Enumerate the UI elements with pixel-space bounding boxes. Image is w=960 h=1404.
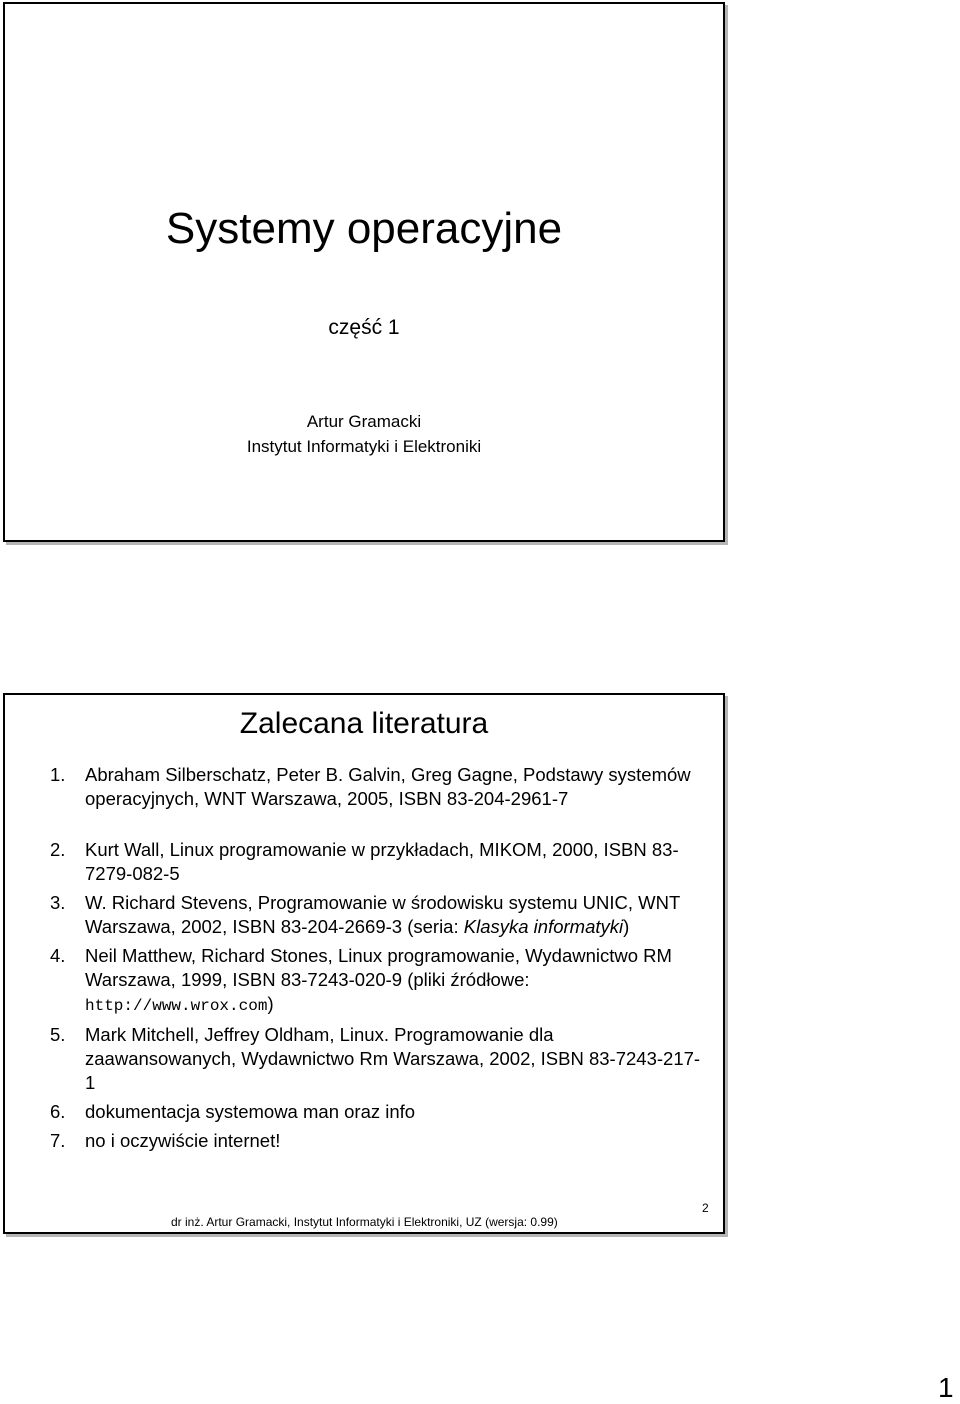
item-text-end: ): [623, 916, 630, 937]
slide-title: [3, 2, 725, 542]
slide-literature: [3, 693, 725, 1234]
page-number: 1: [938, 1372, 954, 1403]
item-number: 2.: [50, 839, 66, 860]
item-text: Mark Mitchell, Jeffrey Oldham, Linux. Programowanie dla zaawansowanych, Wydawnictwo Rm Warszawa, 2002, ISBN 83-7243-217-1: [85, 1024, 701, 1093]
list-item: [50, 891, 705, 939]
list-item: [50, 1129, 705, 1153]
slide-footer: dr inż. Artur Gramacki, Instytut Informatyki i Elektroniki, UZ (wersja: 0.99): [171, 1215, 558, 1229]
item-number: 1.: [50, 764, 66, 785]
item-number: 6.: [50, 1101, 66, 1122]
part-label: część 1: [328, 316, 400, 339]
item-text: no i oczywiście internet!: [85, 1130, 281, 1151]
item-text-end: ): [267, 993, 274, 1014]
literature-list: [50, 763, 705, 1153]
list-item: [50, 763, 705, 811]
slide-number: 2: [702, 1201, 709, 1215]
source-url-link[interactable]: http://www.wrox.com: [85, 997, 268, 1015]
author-name: Artur Gramacki: [306, 412, 422, 431]
item-text: W. Richard Stevens, Programowanie w środowisku systemu UNIC, WNT Warszawa, 2002, ISBN 83-204-2669-3 (seria:: [85, 892, 680, 937]
item-number: 5.: [50, 1024, 66, 1045]
list-item: [50, 838, 705, 886]
item-text: Neil Matthew, Richard Stones, Linux programowanie, Wydawnictwo RM Warszawa, 1999, ISBN 83-7243-020-9 (pliki źródłowe:: [85, 945, 672, 990]
item-text: dokumentacja systemowa man oraz info: [85, 1101, 416, 1122]
item-text: Kurt Wall, Linux programowanie w przykładach, MIKOM, 2000, ISBN 83-7279-082-5: [85, 839, 679, 884]
item-text: Abraham Silberschatz, Peter B. Galvin, Greg Gagne, Podstawy systemów operacyjnych, WNT Warszawa, 2005, ISBN 83-204-2961-7: [85, 764, 691, 809]
author-block: [5, 409, 723, 459]
item-text-italic: Klasyka informatyki: [463, 916, 624, 937]
presentation-title: Systemy operacyjne: [165, 204, 563, 253]
item-number: 3.: [50, 892, 66, 913]
slide-title-literature: Zalecana literatura: [239, 707, 489, 740]
item-number: 7.: [50, 1130, 66, 1151]
author-affiliation: Instytut Informatyki i Elektroniki: [246, 437, 482, 456]
list-item: [50, 1023, 705, 1095]
list-item: [50, 1100, 705, 1124]
list-item: [50, 944, 705, 1018]
item-number: 4.: [50, 945, 66, 966]
